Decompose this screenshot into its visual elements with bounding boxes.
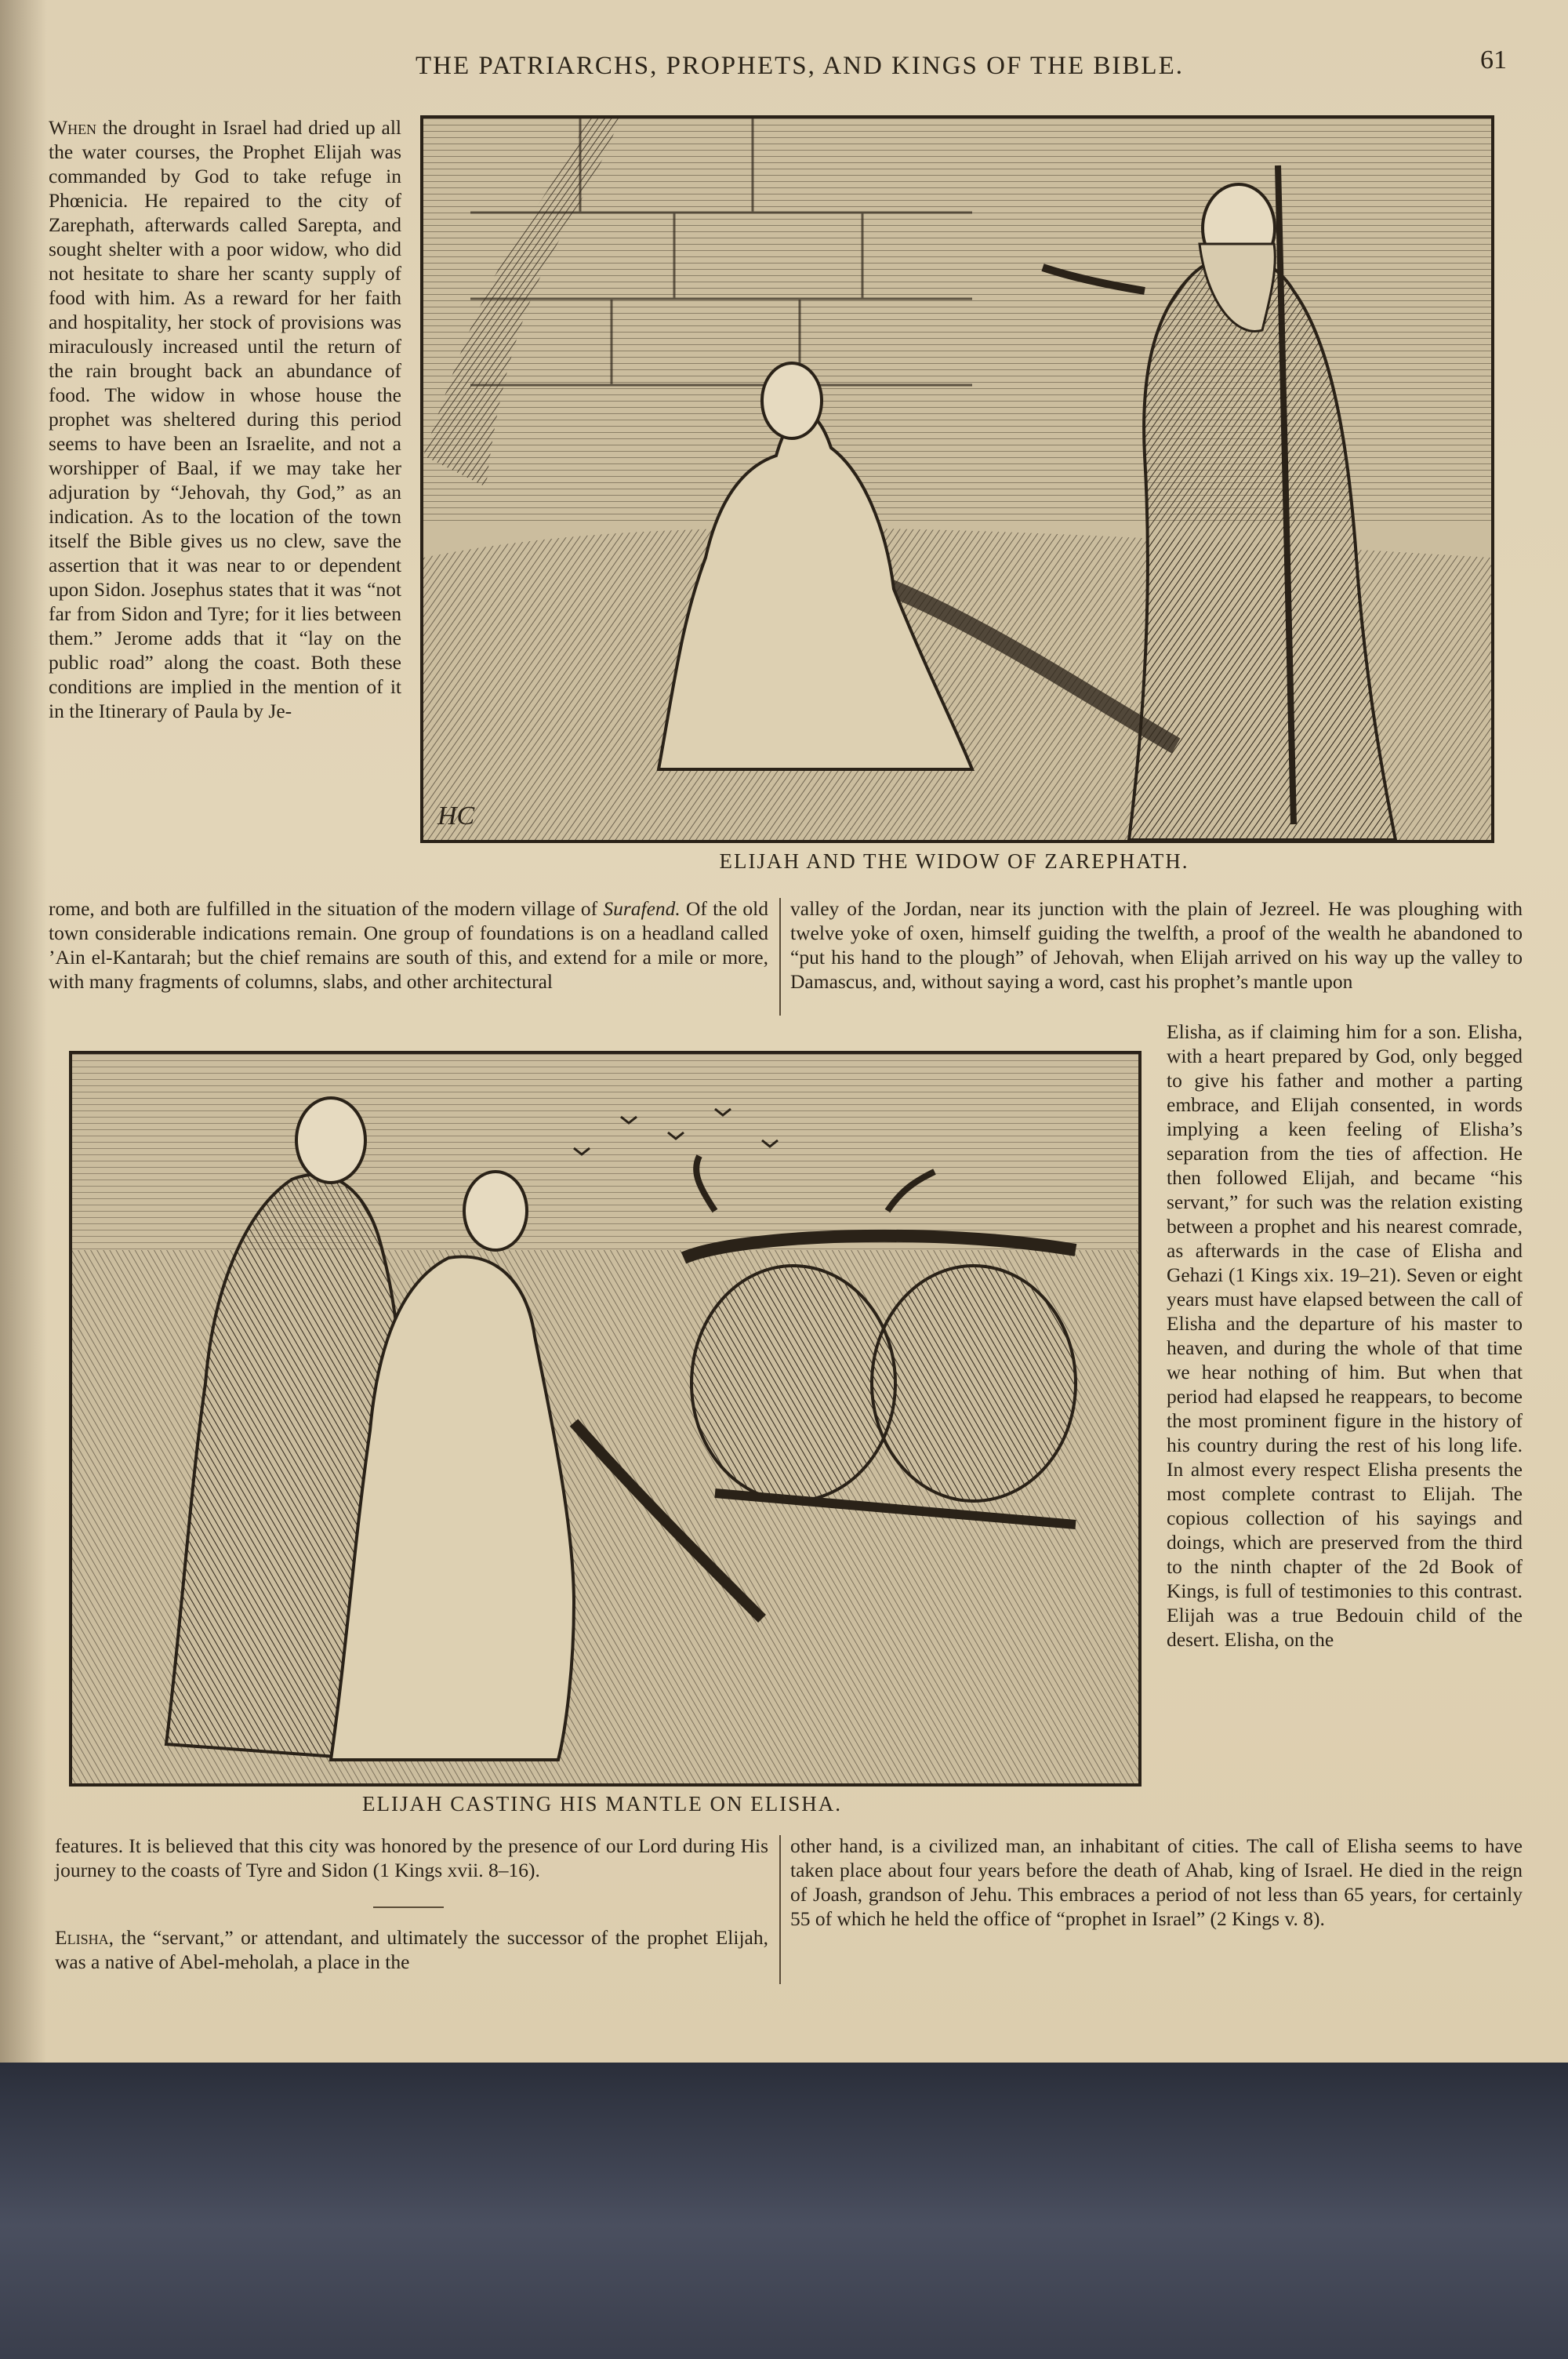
paragraph-1-end: features. It is believed that this city was honored by the presence of our Lord during His journey to the coasts of Tyre and Sidon (1 Kings xvii. 8–16). [55,1834,768,1881]
drop-lead-word: When [49,116,97,139]
place-name: Surafend. [603,897,681,920]
text-run: the drought in Israel had dried up all the water courses, the Prophet Elijah was commanded by God to take refuge in Phœnicia. He repaired to the city of Zarephath, afterwards called Sarepta, and sought shelter with a poor widow, who did not hesitate to share her scanty supply of food with him. As a reward for her faith and hospitality, her stock of provisions was miraculously increased until the return of the rain brought back an abundance of food. The widow in whose house the prophet was sheltered during this period seems to have been an Israelite, and not a worshipper of Baal, if we may take her adjuration by “Jehovah, thy God,” as an indication. As to the location of the town itself the Bible gives us no clew, save the assertion that it was near to or dependent upon Sidon. Josephus states that it was “not far from Sidon and Tyre; for it lies between them.” Jerome adds that it “lay on the public road” along the coast. Both these conditions are implied in the mention of it in the Itinerary of Paula by Je- [49,116,401,722]
page-number: 61 [1480,45,1507,75]
paragraph-2-right-top: valley of the Jordan, near its junction with the plain of Jezreel. He was ploughing with twelve yoke of oxen, himself guiding the twelfth, a proof of the wealth he abandoned to “put his hand to the plough” of Jehovah, when Elijah arrived on his way up the valley to Damascus, and, without saying a word, cast his prophet’s mantle upon [790,897,1523,993]
caption-top-illustration: ELIJAH AND THE WIDOW OF ZAREPHATH. [719,849,1189,873]
engraver-monogram: HC [437,801,475,831]
illustration-elijah-widow [420,115,1494,843]
text-run: Of the old town considerable indications remain. One group of foundations is on a headland called ’Ain el-Kantarah; but the chief remains are south of this, and extend for a mile or more, with many fragments of columns, slabs, and other architectural [49,897,768,993]
column-rule-bottom [779,1835,781,1984]
text-run: the “servant,” or attendant, and ultimately the successor of the prophet Elijah, was a native of Abel-meholah, a place in the [55,1926,768,1973]
caption-bottom-illustration: ELIJAH CASTING HIS MANTLE ON ELISHA. [362,1792,842,1816]
text-run: rome, and both are fulfilled in the situation of the modern village of [49,897,604,920]
paragraph-2-side-column: Elisha, as if claiming him for a son. Elisha, with a heart prepared by God, only begged to give his father and mother a parting embrace, and Elijah consented, in words implying a keen feeling of Elisha’s separation from the ties of affection. He then followed Elijah, and became “his servant,” for such was the relation existing between a prophet and his nearest comrade, as afterwards in the case of Elisha and Gehazi (1 Kings xix. 19–21). Seven or eight years must have elapsed between the call of Elisha and the departure of his master to heaven, and during the whole of that time we hear nothing of him. But when that period had elapsed he reappears, to become the most prominent figure in the history of his country during the rest of his long life. In almost every respect Elisha presents the most complete contrast to Elijah. The copious collection of his sayings and doings, which are preserved from the third to the ninth chapter of the 2d Book of Kings, is full of testimonies to this contrast. Elijah was a true Bedouin child of the desert. Elisha, on the [1167,1020,1523,1651]
drop-lead-word: Elisha, [55,1926,114,1949]
running-title: THE PATRIARCHS, PROPHETS, AND KINGS OF THE BIBLE. [416,52,1184,80]
background-surface [0,2063,1568,2359]
paragraph-1-wide-column [49,896,768,994]
paragraph-2-start [55,1925,768,1974]
gutter-shadow [0,0,47,2063]
section-rule [373,1906,444,1908]
paragraph-1-left-column [49,115,401,723]
illustration-elijah-elisha [69,1051,1142,1787]
column-rule-top [779,898,781,1016]
paragraph-2-end: other hand, is a civilized man, an inhabitant of cities. The call of Elisha seems to have taken place about four years before the death of Ahab, king of Israel. He died in the reign of Joash, grandson of Jehu. This embraces a period of not less than 65 years, for certainly 55 of which he held the office of “prophet in Israel” (2 Kings v. 8). [790,1834,1523,1930]
